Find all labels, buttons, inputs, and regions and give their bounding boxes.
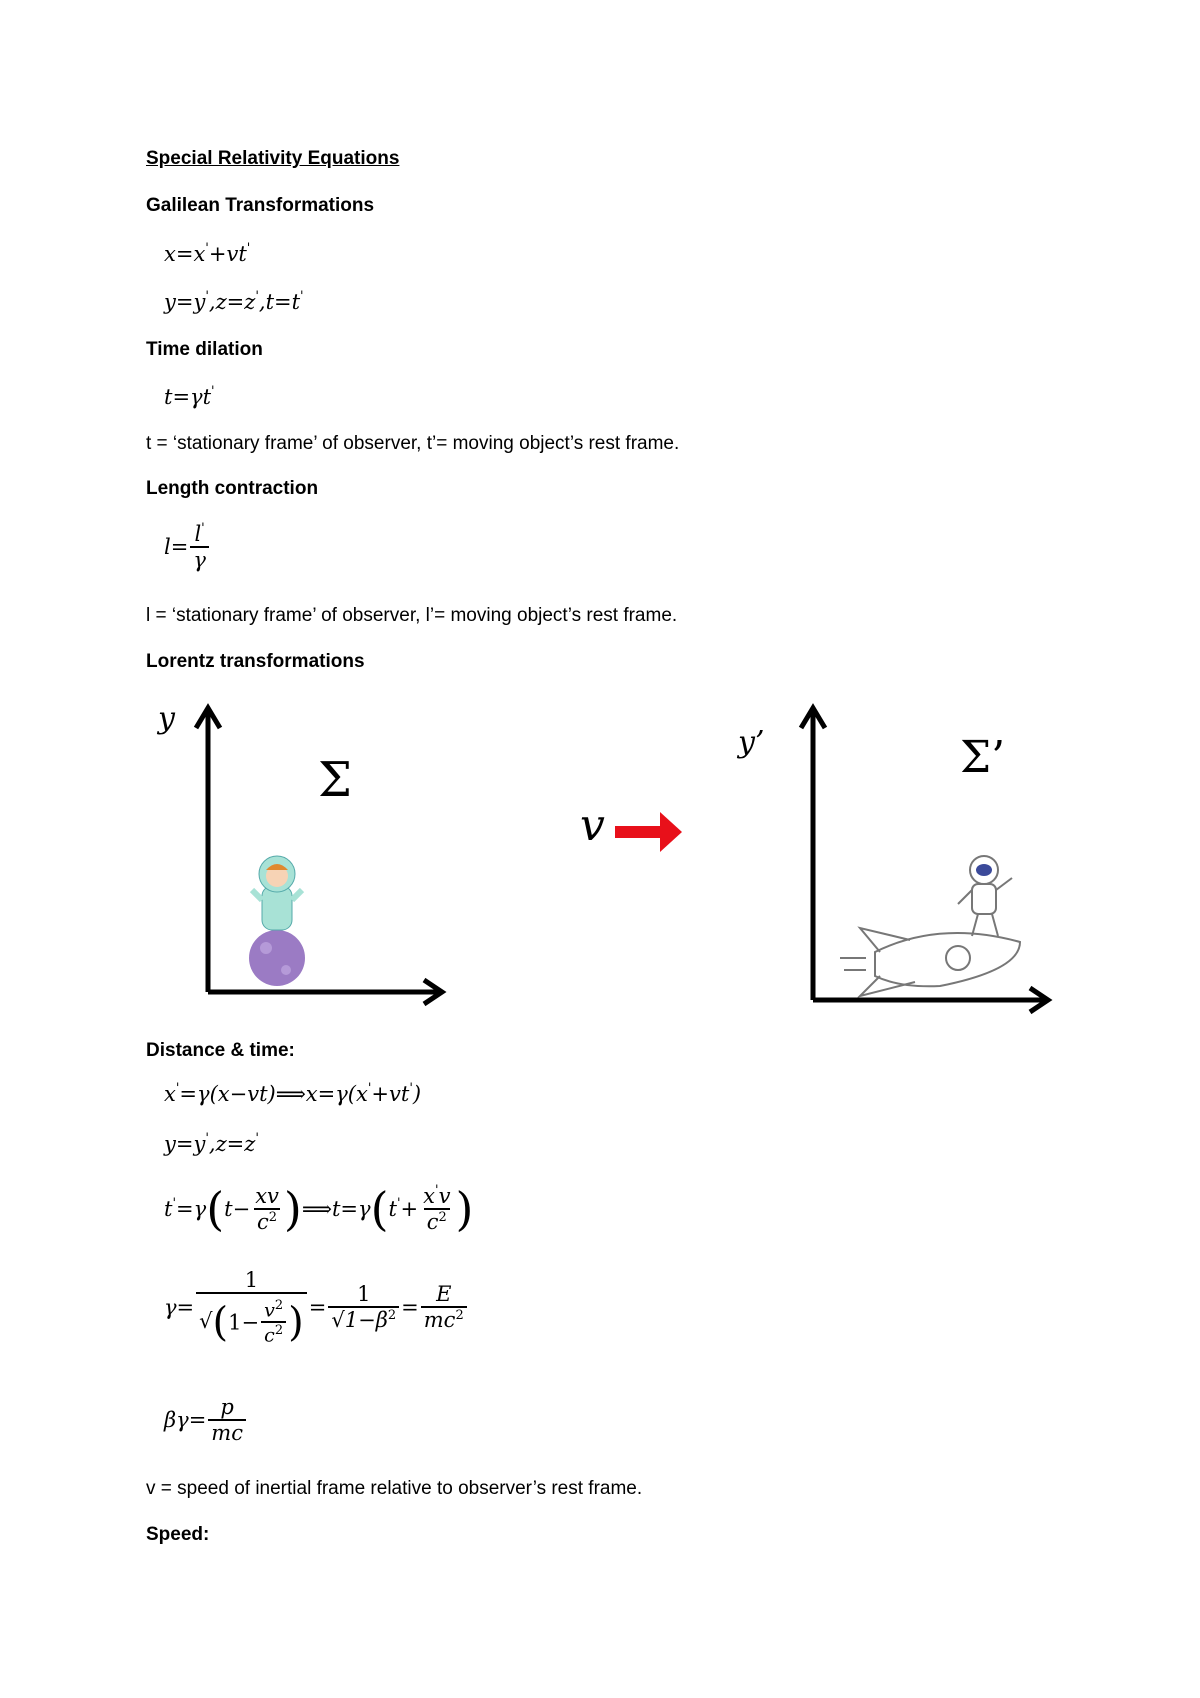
note-velocity: v = speed of inertial frame relative to observer’s rest frame. bbox=[146, 1478, 643, 1499]
equation-lorentz-yz: y=y',z=z' bbox=[164, 1131, 259, 1156]
right-frame-label: Σ’ bbox=[960, 732, 1006, 783]
equation-galilean-x: x=x'+vt' bbox=[164, 241, 251, 266]
heading-length-contraction: Length contraction bbox=[146, 478, 319, 499]
lorentz-frames-diagram bbox=[140, 690, 1070, 1020]
left-frame-label: Σ bbox=[318, 752, 352, 808]
planet bbox=[249, 930, 305, 986]
note-length-contraction: l = ‘stationary frame’ of observer, l’= moving object’s rest frame. bbox=[146, 605, 678, 626]
equation-lorentz-t: t'=γ(t− $\frac{xv}{c^2}$ )⟹t=γ(t'+ $\frac{x'v}{c^2}$ ) bbox=[164, 1182, 474, 1236]
equation-lorentz-x: x'=γ(x−vt)⟹x=γ(x'+vt') bbox=[164, 1081, 422, 1106]
child-on-planet-illustration bbox=[249, 856, 305, 986]
heading-lorentz: Lorentz transformations bbox=[146, 651, 365, 672]
right-axis-label: y’ bbox=[738, 725, 765, 760]
heading-speed: Speed: bbox=[146, 1524, 210, 1545]
equation-time-dilation: t=γt' bbox=[164, 384, 215, 409]
equation-lorentz-gamma: γ= 1 √(1− $\frac{v^2}{c^2}$ ) = $\frac{1}{√1-\beta^2}$ = $\frac{E}{mc^2}$ bbox=[164, 1268, 469, 1347]
equation-beta-gamma: βγ= $\frac{p}{mc}$ bbox=[164, 1395, 248, 1445]
heading-distance-time: Distance & time: bbox=[146, 1040, 295, 1061]
equation-length-contraction: l= $\frac{l'}{\gamma}$ bbox=[164, 522, 211, 572]
velocity-label: v bbox=[580, 800, 605, 851]
note-time-dilation: t = ‘stationary frame’ of observer, t’= moving object’s rest frame. bbox=[146, 433, 680, 454]
heading-time-dilation: Time dilation bbox=[146, 339, 263, 360]
velocity-arrow bbox=[615, 812, 682, 852]
left-axis-label: y bbox=[158, 701, 175, 736]
astronaut-on-rocket-illustration bbox=[840, 856, 1020, 996]
page-title: Special Relativity Equations bbox=[146, 148, 400, 169]
equation-galilean-yzt: y=y',z=z',t=t' bbox=[164, 289, 304, 314]
heading-galilean: Galilean Transformations bbox=[146, 195, 375, 216]
